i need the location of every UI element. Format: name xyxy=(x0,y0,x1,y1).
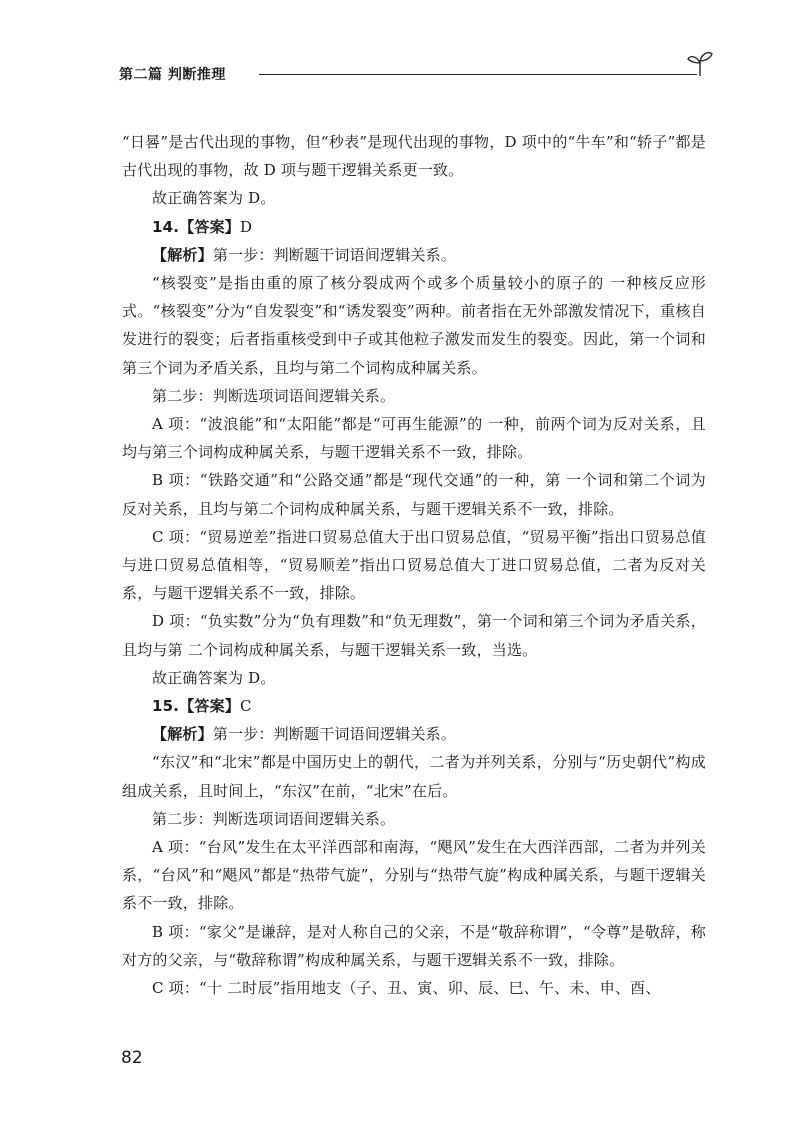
header-rule xyxy=(259,74,697,75)
q14-paragraph-1: “核裂变”是指由重的原了核分裂成两个或多个质量较小的原子的 一种核反应形式。“核裂变”分为“自发裂变”和“诱发裂变”两种。前者指在无外部激发情况下，重核自发进行的裂变；后者指重核受到中子或其他粒子激发而发生的裂变。因此，第一个词和第三个词为矛盾关系，且均与第二个词构成种属关系。 xyxy=(122,274,706,377)
q15-paragraph-1: “东汉”和“北宋”都是中国历史上的朝代，二者为并列关系，分别与“历史朝代”构成组成关系，且时间上，“东汉”在前，“北宋”在后。 xyxy=(122,753,706,800)
paragraph: “日晷”是古代出现的事物，但“秒表”是现代出现的事物，D 项中的“牛车”和“轿子”都是古代出现的事物，故 D 项与题干逻辑关系更一致。 xyxy=(122,133,706,180)
q15-option-c: C 项：“十 二时辰”指用地支（子、丑、寅、卯、辰、巳、午、未、申、酉、 xyxy=(152,979,661,998)
q15-number: 15. xyxy=(152,697,180,716)
q15-analysis-line xyxy=(122,720,706,748)
q14-option-a: A 项：“波浪能”和“太阳能”都是“可再生能源”的 一种，前两个词为反对关系，且均与第三个词构成种属关系，与题干逻辑关系不一致，排除。 xyxy=(122,415,706,462)
q15-analysis-label: 【解析】 xyxy=(152,725,213,744)
q15-option-a: A 项：“台风”发生在太平洋西部和南海，“飓风”发生在大西洋西部，二者为并列关系，“台风”和“飓风”都是“热带气旋”，分别与“热带气旋”构成种属关系，与题干逻辑关系不一致，排除。 xyxy=(122,838,706,913)
q14-answer: D xyxy=(240,217,253,236)
q15-answer-label: 【答案】 xyxy=(179,697,240,716)
q14-answer-line xyxy=(122,213,706,241)
page-header xyxy=(119,62,709,88)
q14-step1: 第一步：判断题干词语间逻辑关系。 xyxy=(212,245,457,264)
q14-option-b: B 项：“铁路交通”和“公路交通”都是“现代交通”的一种，第 一个词和第二个词为反对关系，且均与第二个词构成种属关系，与题干逻辑关系不一致，排除。 xyxy=(122,471,706,518)
q14-conclusion: 故正确答案为 D。 xyxy=(152,668,276,687)
q15-answer: C xyxy=(240,697,252,716)
q15-option-b: B 项：“家父”是谦辞，是对人称自己的父亲，不是“敬辞称谓”，“令尊”是敬辞，称对方的父亲，与“敬辞称谓”构成种属关系，与题干逻辑关系不一致，排除。 xyxy=(122,922,706,969)
q14-answer-label: 【答案】 xyxy=(179,217,240,236)
q14-number: 14. xyxy=(152,217,180,236)
q15-step2: 第二步：判断选项词语间逻辑关系。 xyxy=(152,809,396,828)
page-number: 82 xyxy=(121,1048,143,1068)
q14-option-d: D 项：“负实数”分为“负有理数”和“负无理数”，第一个词和第三个词为矛盾关系，且均与第 二个词构成种属关系，与题干逻辑关系一致，当选。 xyxy=(122,612,706,659)
q15-step1: 第一步：判断题干词语间逻辑关系。 xyxy=(212,725,457,744)
conclusion: 故正确答案为 D。 xyxy=(152,189,276,208)
page-content xyxy=(122,128,706,1002)
header-title: 第二篇 判断推理 xyxy=(119,67,226,83)
q14-analysis-label: 【解析】 xyxy=(152,245,213,264)
q14-step2: 第二步：判断选项词语间逻辑关系。 xyxy=(152,386,396,405)
q14-analysis-line xyxy=(122,241,706,269)
q14-option-c: C 项：“贸易逆差”指进口贸易总值大于出口贸易总值，“贸易平衡”指出口贸易总值与进口贸易总值相等，“贸易顺差”指出口贸易总值大丁进口贸易总值，二者为反对关系，与题干逻辑关系不一致，排除。 xyxy=(122,527,706,603)
q15-answer-line xyxy=(122,692,706,720)
sprout-icon xyxy=(685,48,715,78)
